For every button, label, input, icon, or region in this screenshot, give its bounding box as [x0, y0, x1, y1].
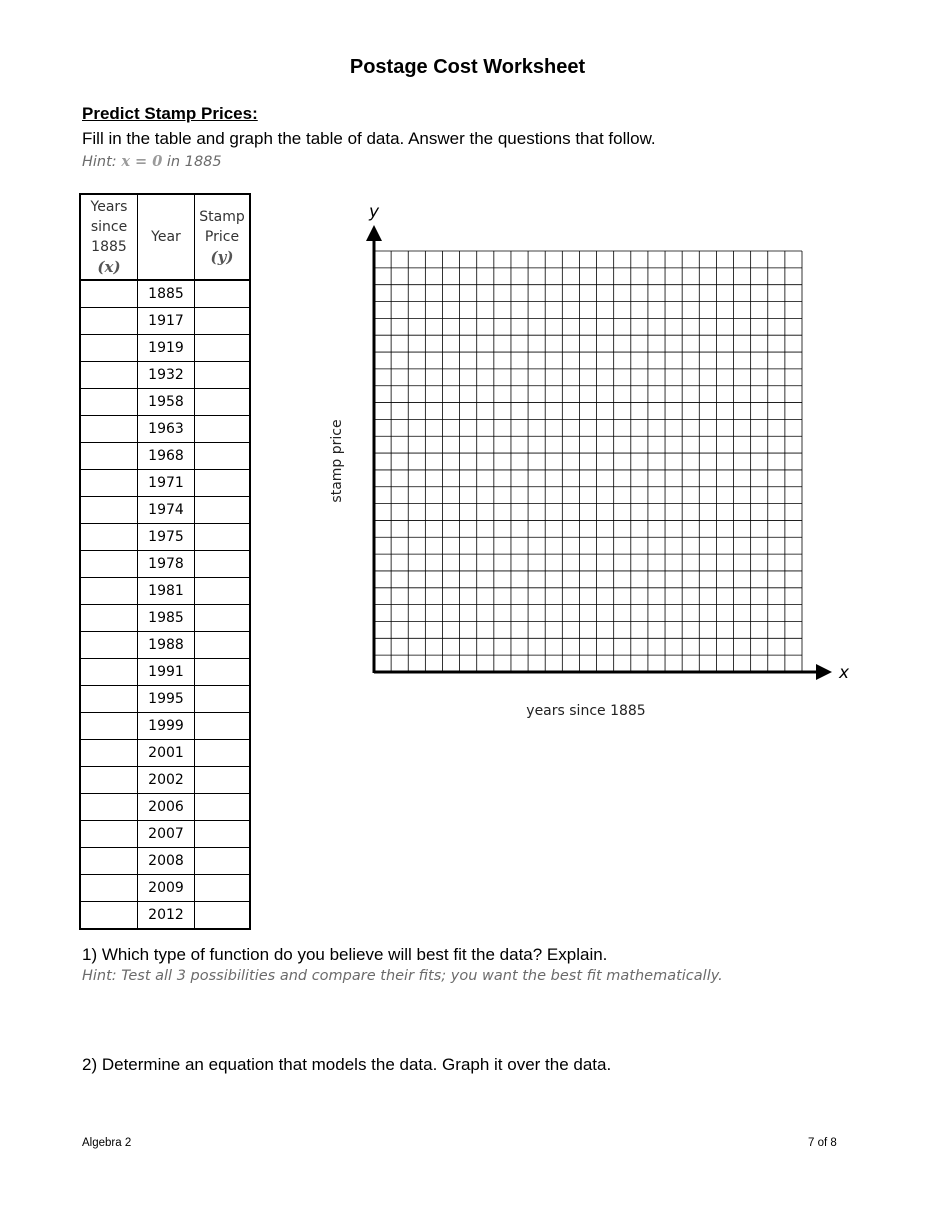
table-row — [80, 767, 250, 794]
table-row — [80, 470, 250, 497]
stamp-price-cell[interactable] — [195, 605, 251, 632]
years-since-cell[interactable] — [80, 740, 138, 767]
stamp-price-cell[interactable] — [195, 740, 251, 767]
years-since-cell[interactable] — [80, 686, 138, 713]
stamp-price-cell[interactable] — [195, 848, 251, 875]
header-line: Price — [204, 228, 240, 245]
footer-course: Algebra 2 — [82, 1137, 132, 1149]
years-since-cell[interactable] — [80, 416, 138, 443]
years-since-cell[interactable] — [80, 794, 138, 821]
table-row — [80, 605, 250, 632]
header-line: Stamp — [199, 208, 245, 225]
years-since-cell[interactable] — [80, 875, 138, 902]
question-1: 1) Which type of function do you believe will best fit the data? Explain. — [82, 945, 608, 964]
footer-page-number: 7 of 8 — [808, 1137, 837, 1149]
header-stamp-price — [195, 194, 251, 280]
table-row — [80, 740, 250, 767]
year-cell: 1995 — [138, 686, 195, 713]
table-row — [80, 551, 250, 578]
table-row — [80, 848, 250, 875]
axes — [366, 225, 832, 680]
years-since-cell[interactable] — [80, 632, 138, 659]
stamp-price-cell[interactable] — [195, 659, 251, 686]
year-cell: 1974 — [138, 497, 195, 524]
table-row — [80, 659, 250, 686]
stamp-price-cell[interactable] — [195, 389, 251, 416]
header-line: since — [90, 218, 128, 235]
table-row — [80, 416, 250, 443]
hint-suffix: in 1885 — [166, 154, 222, 170]
year-cell: 1999 — [138, 713, 195, 740]
stamp-price-cell[interactable] — [195, 578, 251, 605]
header-var-x: (x) — [97, 257, 121, 276]
table-body — [80, 280, 250, 929]
stamp-price-cell[interactable] — [195, 821, 251, 848]
question-2: 2) Determine an equation that models the data. Graph it over the data. — [82, 1055, 612, 1074]
years-since-cell[interactable] — [80, 389, 138, 416]
stamp-price-cell[interactable] — [195, 280, 251, 308]
stamp-price-cell[interactable] — [195, 632, 251, 659]
year-cell: 2009 — [138, 875, 195, 902]
table-row — [80, 794, 250, 821]
stamp-price-cell[interactable] — [195, 308, 251, 335]
year-cell: 2006 — [138, 794, 195, 821]
header-line: Years — [90, 198, 128, 215]
year-cell: 1971 — [138, 470, 195, 497]
header-year: Year — [138, 194, 195, 280]
years-since-cell[interactable] — [80, 713, 138, 740]
stamp-price-cell[interactable] — [195, 551, 251, 578]
year-cell: 1885 — [138, 280, 195, 308]
table-row — [80, 443, 250, 470]
header-var-y: (y) — [210, 247, 234, 266]
years-since-cell[interactable] — [80, 524, 138, 551]
table-row — [80, 902, 250, 930]
header-years-since — [80, 194, 138, 280]
years-since-cell[interactable] — [80, 497, 138, 524]
hint-x-zero — [82, 153, 222, 170]
year-cell: 1985 — [138, 605, 195, 632]
data-table — [79, 193, 251, 930]
stamp-price-cell[interactable] — [195, 875, 251, 902]
y-axis-arrow-icon — [366, 225, 382, 241]
stamp-price-cell[interactable] — [195, 767, 251, 794]
stamp-price-cell[interactable] — [195, 470, 251, 497]
year-cell: 1958 — [138, 389, 195, 416]
year-cell: 1988 — [138, 632, 195, 659]
stamp-price-cell[interactable] — [195, 443, 251, 470]
table-row — [80, 524, 250, 551]
years-since-cell[interactable] — [80, 470, 138, 497]
year-cell: 1975 — [138, 524, 195, 551]
years-since-cell[interactable] — [80, 848, 138, 875]
year-cell: 1917 — [138, 308, 195, 335]
section-heading: Predict Stamp Prices: — [82, 104, 258, 123]
table-row — [80, 308, 250, 335]
years-since-cell[interactable] — [80, 280, 138, 308]
y-axis-label: stamp price — [329, 419, 345, 503]
year-cell: 2007 — [138, 821, 195, 848]
years-since-cell[interactable] — [80, 821, 138, 848]
graph-grid — [300, 195, 860, 735]
instructions-text: Fill in the table and graph the table of data. Answer the questions that follow. — [82, 129, 656, 148]
years-since-cell[interactable] — [80, 767, 138, 794]
table-row — [80, 686, 250, 713]
stamp-price-cell[interactable] — [195, 497, 251, 524]
years-since-cell[interactable] — [80, 335, 138, 362]
x-axis-arrow-icon — [816, 664, 832, 680]
year-cell: 1932 — [138, 362, 195, 389]
stamp-price-cell[interactable] — [195, 335, 251, 362]
years-since-cell[interactable] — [80, 605, 138, 632]
table-row — [80, 280, 250, 308]
stamp-price-cell[interactable] — [195, 713, 251, 740]
stamp-price-cell[interactable] — [195, 794, 251, 821]
year-cell: 1919 — [138, 335, 195, 362]
year-cell: 1991 — [138, 659, 195, 686]
stamp-price-cell[interactable] — [195, 416, 251, 443]
year-cell: 1968 — [138, 443, 195, 470]
years-since-cell[interactable] — [80, 308, 138, 335]
table-row — [80, 389, 250, 416]
table-row — [80, 362, 250, 389]
year-cell: 2001 — [138, 740, 195, 767]
years-since-cell[interactable] — [80, 362, 138, 389]
table-row — [80, 497, 250, 524]
years-since-cell[interactable] — [80, 659, 138, 686]
x-axis-var: x — [839, 663, 850, 683]
y-axis-var: y — [369, 202, 380, 222]
hint-prefix: Hint: — [82, 154, 117, 170]
stamp-price-cell[interactable] — [195, 524, 251, 551]
year-cell: 1963 — [138, 416, 195, 443]
x-axis-label: years since 1885 — [526, 703, 646, 719]
year-cell: 2008 — [138, 848, 195, 875]
years-since-cell[interactable] — [80, 578, 138, 605]
table-row — [80, 335, 250, 362]
hint-math: x = 0 — [121, 153, 163, 170]
grid-lines — [374, 251, 802, 672]
table-row — [80, 713, 250, 740]
stamp-price-cell[interactable] — [195, 362, 251, 389]
question-1-hint: Hint: Test all 3 possibilities and compare their fits; you want the best fit mathematically. — [82, 968, 723, 984]
year-cell: 1981 — [138, 578, 195, 605]
table-row — [80, 632, 250, 659]
stamp-price-cell[interactable] — [195, 902, 251, 930]
year-cell: 2012 — [138, 902, 195, 930]
years-since-cell[interactable] — [80, 551, 138, 578]
years-since-cell[interactable] — [80, 902, 138, 930]
table-row — [80, 821, 250, 848]
stamp-price-cell[interactable] — [195, 686, 251, 713]
header-line: 1885 — [91, 238, 127, 255]
table-row — [80, 578, 250, 605]
year-cell: 2002 — [138, 767, 195, 794]
years-since-cell[interactable] — [80, 443, 138, 470]
table-row — [80, 875, 250, 902]
page-title: Postage Cost Worksheet — [349, 56, 586, 78]
year-cell: 1978 — [138, 551, 195, 578]
